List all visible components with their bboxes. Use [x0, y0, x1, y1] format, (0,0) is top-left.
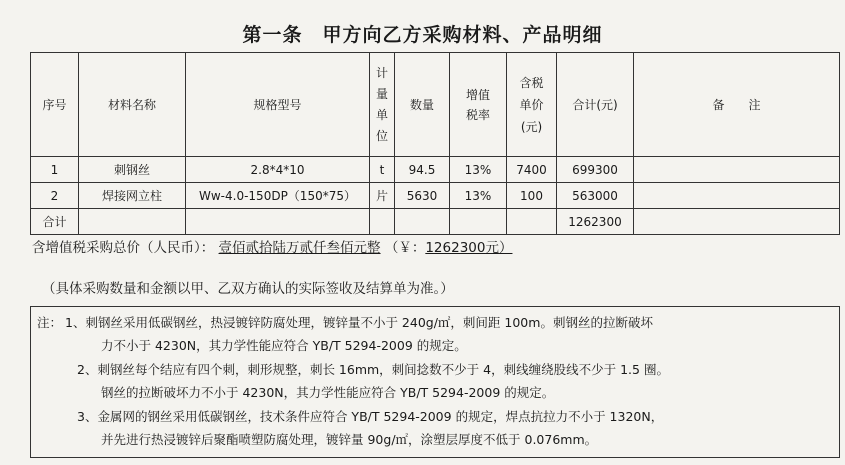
header-unit-price — [507, 53, 557, 157]
table-total-row — [31, 209, 840, 235]
cell-seq: 2 — [31, 183, 79, 209]
header-total: 合计(元) — [557, 53, 634, 157]
note-line: 并先进行热浸镀锌后聚酯喷塑防腐处理，镀锌量 90g/㎡，涂塑层厚度不低于 0.076mm。 — [101, 432, 598, 447]
cell-seq: 1 — [31, 157, 79, 183]
header-seq: 序号 — [31, 53, 79, 157]
note-line: 钢丝的拉断破坏力不小于 4230N，其力学性能应符合 YB/T 5294-2009 的规定。 — [101, 385, 555, 400]
amount-number: 1262300 — [425, 240, 486, 256]
notes-box — [30, 306, 840, 458]
materials-table — [30, 52, 840, 235]
header-qty: 数量 — [395, 53, 450, 157]
table-header-row — [31, 53, 840, 157]
page-title: 第一条 甲方向乙方采购材料、产品明细 — [242, 24, 603, 46]
header-material-name: 材料名称 — [79, 53, 186, 157]
amount-in-words: 壹佰贰拾陆万贰仟叁佰元整 — [218, 240, 381, 256]
cell-remark — [634, 183, 840, 209]
cell-tax-rate: 13% — [450, 157, 507, 183]
header-tax-rate — [450, 53, 507, 157]
cell-unit: 片 — [370, 183, 395, 209]
cell-material-name: 焊接网立柱 — [79, 183, 186, 209]
note-line: 1、刺钢丝采用低碳钢丝，热浸镀锌防腐处理，镀锌量不小于 240g/㎡，刺间距 100m。刺钢丝的拉断破坏 — [65, 315, 653, 330]
table-row — [31, 157, 840, 183]
amount-suffix: 元） — [485, 240, 513, 256]
note-line: 力不小于 4230N，其力学性能应符合 YB/T 5294-2009 的规定。 — [101, 338, 467, 353]
note-line: 3、金属网的钢丝采用低碳钢丝，技术条件应符合 YB/T 5294-2009 的规定，焊点抗拉力不小于 1320N， — [77, 409, 664, 424]
settlement-note: （具体采购数量和金额以甲、乙双方确认的实际签收及结算单为准。） — [42, 281, 454, 297]
amount-prefix: （￥： — [384, 240, 426, 256]
table-row — [31, 183, 840, 209]
header-unit-text: 计量单位 — [375, 65, 388, 143]
header-unit-price-text: 含税单价(元) — [519, 75, 544, 134]
header-unit — [370, 53, 395, 157]
cell-total: 699300 — [557, 157, 634, 183]
total-price-line — [32, 236, 512, 256]
cell-unit-price: 100 — [507, 183, 557, 209]
grand-total: 1262300 — [557, 209, 634, 235]
cell-spec: Ww-4.0-150DP（150*75） — [186, 183, 370, 209]
cell-spec: 2.8*4*10 — [186, 157, 370, 183]
cell-material-name: 刺钢丝 — [79, 157, 186, 183]
cell-unit: t — [370, 157, 395, 183]
header-spec: 规格型号 — [186, 53, 370, 157]
header-tax-rate-text: 增值税率 — [465, 87, 490, 122]
total-price-label: 含增值税采购总价（人民币）： — [32, 240, 215, 256]
total-label: 合计 — [31, 209, 79, 235]
cell-tax-rate: 13% — [450, 183, 507, 209]
note-line: 2、刺钢丝每个结应有四个刺，刺形规整，刺长 16mm，刺间捻数不少于 4，刺线缠绕股线不少于 1.5 圈。 — [77, 362, 669, 377]
header-remark: 备 注 — [634, 53, 840, 157]
cell-total: 563000 — [557, 183, 634, 209]
cell-unit-price: 7400 — [507, 157, 557, 183]
notes-prefix: 注： — [37, 315, 63, 330]
cell-qty: 94.5 — [395, 157, 450, 183]
cell-qty: 5630 — [395, 183, 450, 209]
cell-remark — [634, 157, 840, 183]
